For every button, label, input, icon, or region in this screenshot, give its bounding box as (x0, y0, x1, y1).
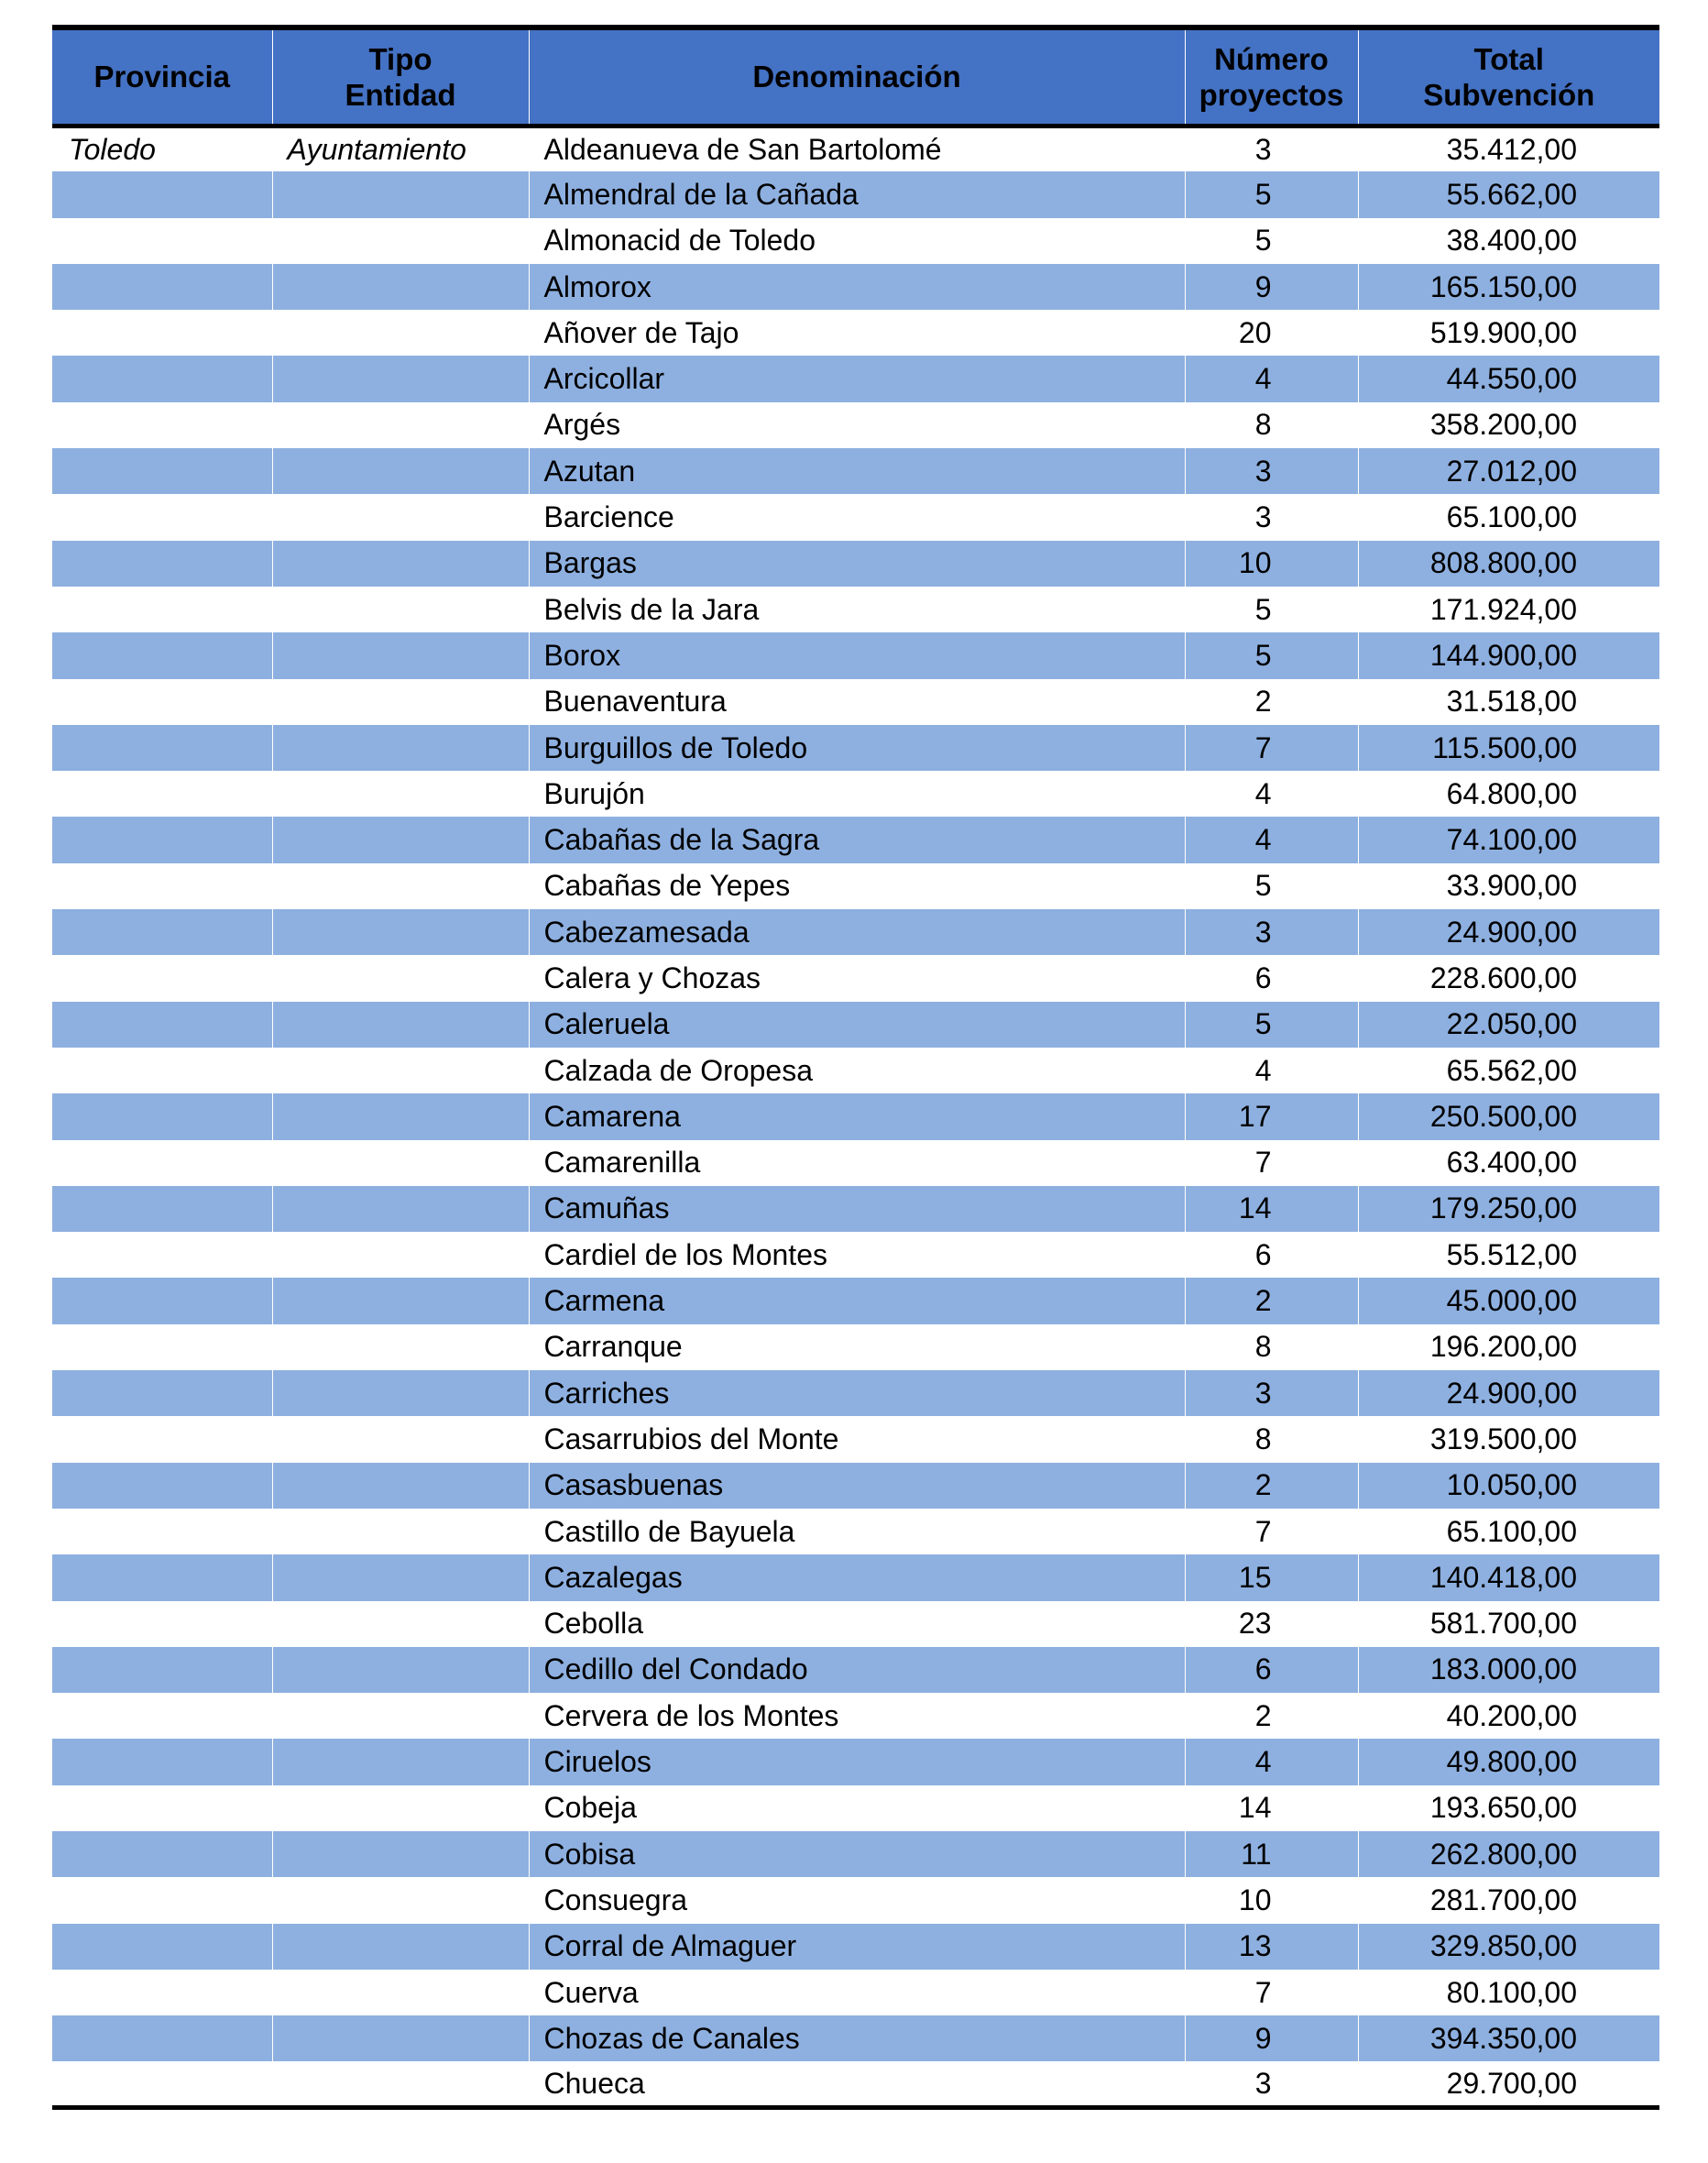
cell-total-subvencion: 24.900,00 (1358, 1370, 1659, 1416)
cell-total-subvencion: 581.700,00 (1429, 1607, 1577, 1641)
cell-numero-proyectos: 15 (1185, 1554, 1358, 1600)
table-row (52, 1186, 1659, 1232)
cell-provincia (52, 1739, 272, 1784)
cell-total-subvencion: 808.800,00 (1358, 541, 1659, 587)
cell-tipo-entidad (272, 1601, 529, 1647)
cell-provincia (52, 1002, 272, 1048)
cell-numero-proyectos: 5 (1185, 632, 1358, 678)
cell-total-subvencion: 179.250,00 (1358, 1186, 1659, 1232)
cell-denominacion: Almonacid de Toledo (529, 218, 1185, 264)
cell-tipo-entidad (272, 587, 529, 632)
table-row (52, 1278, 1659, 1323)
cell-numero-proyectos: 8 (1185, 1416, 1358, 1462)
table-row (52, 1140, 1659, 1186)
cell-denominacion: Carranque (529, 1324, 1185, 1370)
cell-provincia (52, 1647, 272, 1693)
table-row (52, 863, 1659, 909)
cell-tipo-entidad (272, 1324, 529, 1370)
subvenciones-table (52, 25, 1659, 2110)
table-row (52, 1232, 1659, 1278)
cell-numero-proyectos: 13 (1185, 1924, 1358, 1970)
cell-denominacion: Cebolla (529, 1601, 1185, 1647)
table-body (52, 126, 1659, 2108)
cell-denominacion: Borox (529, 632, 1185, 678)
cell-provincia (52, 587, 272, 632)
header-numero-label-1: Número (1214, 41, 1329, 76)
cell-denominacion: Cuerva (529, 1970, 1185, 2015)
cell-numero-proyectos: 4 (1185, 771, 1358, 817)
table-row (52, 1924, 1659, 1970)
table-row (52, 1324, 1659, 1370)
cell-denominacion: Cardiel de los Montes (529, 1232, 1185, 1278)
header-tipo-entidad (272, 27, 529, 126)
header-total-subvencion (1358, 27, 1659, 126)
table-row (52, 632, 1659, 678)
table-row (52, 1785, 1659, 1831)
cell-numero-proyectos: 2 (1185, 679, 1358, 725)
cell-denominacion: Cabezamesada (529, 909, 1185, 955)
cell-provincia (52, 1970, 272, 2015)
cell-tipo-entidad (272, 1509, 529, 1554)
cell-denominacion: Castillo de Bayuela (529, 1509, 1185, 1554)
cell-total-subvencion: 519.900,00 (1429, 315, 1577, 349)
table-row (52, 725, 1659, 771)
cell-numero-proyectos: 5 (1185, 1002, 1358, 1048)
cell-tipo-entidad (272, 1739, 529, 1784)
cell-numero-proyectos: 7 (1185, 1140, 1358, 1186)
cell-denominacion: Casasbuenas (529, 1463, 1185, 1509)
cell-provincia (52, 725, 272, 771)
cell-tipo-entidad (272, 218, 529, 264)
cell-tipo-entidad (272, 632, 529, 678)
cell-provincia (52, 1601, 272, 1647)
cell-total-subvencion: 394.350,00 (1358, 2015, 1659, 2061)
cell-provincia (52, 1509, 272, 1554)
table-row (52, 2061, 1659, 2107)
table-row (52, 218, 1659, 264)
cell-numero-proyectos: 8 (1185, 1324, 1358, 1370)
cell-total-subvencion: 228.600,00 (1429, 961, 1577, 994)
cell-denominacion: Almorox (529, 264, 1185, 310)
cell-denominacion: Cobisa (529, 1831, 1185, 1877)
cell-tipo-entidad (272, 1093, 529, 1139)
cell-total-subvencion: 55.512,00 (1446, 1237, 1577, 1271)
table-row (52, 1970, 1659, 2015)
cell-tipo-entidad (272, 1186, 529, 1232)
cell-provincia (52, 817, 272, 862)
cell-numero-proyectos: 5 (1185, 863, 1358, 909)
cell-provincia (52, 955, 272, 1001)
header-total-label-1: Total (1473, 41, 1544, 76)
cell-provincia (52, 1693, 272, 1739)
cell-denominacion: Cobeja (529, 1785, 1185, 1831)
cell-tipo-entidad (272, 1970, 529, 2015)
cell-numero-proyectos: 4 (1185, 356, 1358, 401)
cell-denominacion: Aldeanueva de San Bartolomé (529, 126, 1185, 171)
table-row (52, 1002, 1659, 1048)
cell-total-subvencion: 250.500,00 (1358, 1093, 1659, 1139)
cell-denominacion: Cervera de los Montes (529, 1693, 1185, 1739)
cell-total-subvencion: 31.518,00 (1446, 685, 1577, 719)
table-row (52, 310, 1659, 356)
cell-total-subvencion: 29.700,00 (1358, 2061, 1659, 2107)
cell-denominacion: Calzada de Oropesa (529, 1048, 1185, 1093)
table-row (52, 955, 1659, 1001)
cell-provincia (52, 264, 272, 310)
cell-tipo-entidad (272, 1416, 529, 1462)
table-row (52, 1739, 1659, 1784)
cell-total-subvencion: 63.400,00 (1446, 1146, 1577, 1180)
header-numero-label-2: proyectos (1199, 77, 1344, 112)
cell-total-subvencion: 183.000,00 (1358, 1647, 1659, 1693)
header-tipo-label-2: Entidad (345, 77, 456, 112)
cell-tipo-entidad (272, 2015, 529, 2061)
cell-tipo-entidad (272, 1232, 529, 1278)
cell-numero-proyectos: 3 (1185, 909, 1358, 955)
cell-numero-proyectos: 4 (1185, 1739, 1358, 1784)
cell-tipo-entidad (272, 1554, 529, 1600)
header-total-label-2: Subvención (1423, 77, 1595, 112)
cell-denominacion: Belvis de la Jara (529, 587, 1185, 632)
cell-tipo-entidad (272, 2061, 529, 2107)
cell-numero-proyectos: 6 (1185, 1232, 1358, 1278)
table-row (52, 264, 1659, 310)
cell-denominacion: Cazalegas (529, 1554, 1185, 1600)
cell-tipo-entidad (272, 402, 529, 448)
cell-total-subvencion: 40.200,00 (1446, 1698, 1577, 1732)
cell-provincia (52, 1232, 272, 1278)
table-row (52, 1048, 1659, 1093)
cell-tipo-entidad (272, 955, 529, 1001)
cell-total-subvencion: 196.200,00 (1429, 1330, 1577, 1364)
table-row (52, 587, 1659, 632)
cell-numero-proyectos: 8 (1185, 402, 1358, 448)
cell-denominacion: Burguillos de Toledo (529, 725, 1185, 771)
cell-numero-proyectos: 23 (1185, 1601, 1358, 1647)
header-provincia (52, 27, 272, 126)
cell-provincia (52, 171, 272, 217)
cell-tipo-entidad (272, 494, 529, 540)
cell-denominacion: Arcicollar (529, 356, 1185, 401)
cell-provincia (52, 356, 272, 401)
cell-denominacion: Almendral de la Cañada (529, 171, 1185, 217)
header-denominacion-label: Denominación (752, 60, 961, 94)
cell-tipo-entidad (272, 817, 529, 862)
cell-total-subvencion: 22.050,00 (1358, 1002, 1659, 1048)
cell-total-subvencion: 44.550,00 (1358, 356, 1659, 401)
cell-total-subvencion: 358.200,00 (1429, 408, 1577, 442)
cell-numero-proyectos: 17 (1185, 1093, 1358, 1139)
cell-tipo-entidad (272, 1370, 529, 1416)
cell-total-subvencion: 144.900,00 (1358, 632, 1659, 678)
header-provincia-label: Provincia (93, 60, 231, 94)
table-row (52, 494, 1659, 540)
table-row (52, 771, 1659, 817)
cell-provincia (52, 771, 272, 817)
cell-total-subvencion: 10.050,00 (1358, 1463, 1659, 1509)
cell-provincia (52, 1554, 272, 1600)
table-row (52, 1554, 1659, 1600)
cell-denominacion: Caleruela (529, 1002, 1185, 1048)
cell-numero-proyectos: 6 (1185, 1647, 1358, 1693)
cell-tipo-entidad (272, 1877, 529, 1923)
table-row (52, 1693, 1659, 1739)
cell-total-subvencion: 165.150,00 (1358, 264, 1659, 310)
cell-numero-proyectos: 4 (1185, 817, 1358, 862)
cell-total-subvencion: 281.700,00 (1429, 1883, 1577, 1916)
cell-provincia (52, 1785, 272, 1831)
table-row (52, 171, 1659, 217)
cell-numero-proyectos: 20 (1185, 310, 1358, 356)
cell-total-subvencion: 65.562,00 (1446, 1053, 1577, 1087)
table-row (52, 1647, 1659, 1693)
cell-total-subvencion: 262.800,00 (1358, 1831, 1659, 1877)
cell-denominacion: Chueca (529, 2061, 1185, 2107)
cell-numero-proyectos: 5 (1185, 587, 1358, 632)
cell-provincia (52, 679, 272, 725)
subvenciones-table-container (52, 25, 1659, 2110)
cell-denominacion: Carriches (529, 1370, 1185, 1416)
cell-numero-proyectos: 6 (1185, 955, 1358, 1001)
cell-numero-proyectos: 10 (1185, 1877, 1358, 1923)
cell-total-subvencion: 33.900,00 (1446, 869, 1577, 903)
cell-provincia (52, 1877, 272, 1923)
cell-provincia (52, 494, 272, 540)
cell-provincia (52, 1924, 272, 1970)
cell-denominacion: Calera y Chozas (529, 955, 1185, 1001)
table-row (52, 1416, 1659, 1462)
header-denominacion (529, 27, 1185, 126)
cell-provincia (52, 863, 272, 909)
cell-provincia (52, 1463, 272, 1509)
cell-provincia (52, 632, 272, 678)
table-row (52, 909, 1659, 955)
cell-total-subvencion: 74.100,00 (1358, 817, 1659, 862)
table-row (52, 1370, 1659, 1416)
cell-total-subvencion: 80.100,00 (1446, 1975, 1577, 2009)
cell-provincia (52, 1140, 272, 1186)
cell-total-subvencion: 65.100,00 (1446, 1514, 1577, 1548)
cell-total-subvencion: 140.418,00 (1358, 1554, 1659, 1600)
cell-tipo-entidad (272, 771, 529, 817)
cell-numero-proyectos: 2 (1185, 1693, 1358, 1739)
cell-denominacion: Carmena (529, 1278, 1185, 1323)
cell-denominacion: Argés (529, 402, 1185, 448)
cell-total-subvencion: 329.850,00 (1358, 1924, 1659, 1970)
cell-denominacion: Cabañas de Yepes (529, 863, 1185, 909)
cell-denominacion: Barcience (529, 494, 1185, 540)
cell-numero-proyectos: 3 (1185, 448, 1358, 494)
cell-provincia (52, 1048, 272, 1093)
table-row (52, 1831, 1659, 1877)
cell-tipo-entidad (272, 356, 529, 401)
cell-tipo-entidad (272, 1278, 529, 1323)
cell-denominacion: Corral de Almaguer (529, 1924, 1185, 1970)
cell-numero-proyectos: 3 (1185, 2061, 1358, 2107)
cell-provincia (52, 448, 272, 494)
cell-tipo-entidad (272, 1048, 529, 1093)
cell-denominacion: Camuñas (529, 1186, 1185, 1232)
cell-total-subvencion: 171.924,00 (1429, 592, 1577, 626)
cell-provincia (52, 1416, 272, 1462)
cell-numero-proyectos: 7 (1185, 725, 1358, 771)
cell-tipo-entidad (272, 541, 529, 587)
cell-tipo-entidad (272, 448, 529, 494)
table-row (52, 817, 1659, 862)
cell-numero-proyectos: 5 (1185, 171, 1358, 217)
cell-denominacion: Casarrubios del Monte (529, 1416, 1185, 1462)
cell-provincia (52, 541, 272, 587)
header-numero-proyectos (1185, 27, 1358, 126)
cell-total-subvencion: 35.412,00 (1446, 132, 1577, 166)
table-row (52, 1877, 1659, 1923)
cell-provincia (52, 909, 272, 955)
table-row (52, 1601, 1659, 1647)
header-row (52, 27, 1659, 126)
cell-numero-proyectos: 3 (1185, 1370, 1358, 1416)
cell-numero-proyectos: 9 (1185, 2015, 1358, 2061)
cell-provincia (52, 1324, 272, 1370)
cell-provincia (52, 310, 272, 356)
cell-tipo-entidad: Ayuntamiento (272, 126, 529, 171)
cell-numero-proyectos: 4 (1185, 1048, 1358, 1093)
cell-total-subvencion: 38.400,00 (1446, 224, 1577, 258)
cell-provincia (52, 1186, 272, 1232)
table-row (52, 679, 1659, 725)
table-row (52, 2015, 1659, 2061)
cell-numero-proyectos: 2 (1185, 1463, 1358, 1509)
table-row (52, 448, 1659, 494)
cell-tipo-entidad (272, 264, 529, 310)
cell-denominacion: Bargas (529, 541, 1185, 587)
cell-provincia (52, 1370, 272, 1416)
cell-total-subvencion: 27.012,00 (1358, 448, 1659, 494)
cell-total-subvencion: 64.800,00 (1446, 776, 1577, 810)
cell-tipo-entidad (272, 1831, 529, 1877)
cell-tipo-entidad (272, 1647, 529, 1693)
cell-numero-proyectos: 5 (1185, 218, 1358, 264)
cell-denominacion: Azutan (529, 448, 1185, 494)
cell-numero-proyectos: 11 (1185, 1831, 1358, 1877)
cell-provincia (52, 2015, 272, 2061)
cell-provincia (52, 1093, 272, 1139)
table-row (52, 1509, 1659, 1554)
cell-provincia (52, 218, 272, 264)
cell-numero-proyectos: 9 (1185, 264, 1358, 310)
cell-tipo-entidad (272, 863, 529, 909)
cell-provincia: Toledo (52, 126, 272, 171)
cell-total-subvencion: 115.500,00 (1358, 725, 1659, 771)
cell-numero-proyectos: 3 (1185, 126, 1358, 171)
cell-denominacion: Cedillo del Condado (529, 1647, 1185, 1693)
cell-numero-proyectos: 14 (1185, 1785, 1358, 1831)
cell-tipo-entidad (272, 1785, 529, 1831)
cell-tipo-entidad (272, 1924, 529, 1970)
cell-total-subvencion: 45.000,00 (1358, 1278, 1659, 1323)
cell-total-subvencion: 24.900,00 (1358, 909, 1659, 955)
cell-numero-proyectos: 7 (1185, 1509, 1358, 1554)
table-row (52, 1463, 1659, 1509)
cell-denominacion: Ciruelos (529, 1739, 1185, 1784)
header-tipo-label-1: Tipo (368, 41, 432, 76)
cell-numero-proyectos: 7 (1185, 1970, 1358, 2015)
cell-numero-proyectos: 2 (1185, 1278, 1358, 1323)
table-row (52, 356, 1659, 401)
table-row (52, 402, 1659, 448)
cell-tipo-entidad (272, 679, 529, 725)
cell-total-subvencion: 55.662,00 (1358, 171, 1659, 217)
table-row (52, 1093, 1659, 1139)
cell-tipo-entidad (272, 909, 529, 955)
cell-denominacion: Chozas de Canales (529, 2015, 1185, 2061)
cell-denominacion: Consuegra (529, 1877, 1185, 1923)
cell-numero-proyectos: 14 (1185, 1186, 1358, 1232)
cell-provincia (52, 402, 272, 448)
table-row (52, 541, 1659, 587)
cell-denominacion: Añover de Tajo (529, 310, 1185, 356)
cell-tipo-entidad (272, 1140, 529, 1186)
cell-numero-proyectos: 3 (1185, 494, 1358, 540)
cell-tipo-entidad (272, 1002, 529, 1048)
cell-provincia (52, 1831, 272, 1877)
cell-denominacion: Camarena (529, 1093, 1185, 1139)
cell-denominacion: Buenaventura (529, 679, 1185, 725)
cell-total-subvencion: 65.100,00 (1446, 500, 1577, 534)
cell-total-subvencion: 49.800,00 (1358, 1739, 1659, 1784)
cell-tipo-entidad (272, 725, 529, 771)
cell-denominacion: Cabañas de la Sagra (529, 817, 1185, 862)
cell-total-subvencion: 193.650,00 (1429, 1791, 1577, 1825)
cell-tipo-entidad (272, 1693, 529, 1739)
cell-tipo-entidad (272, 1463, 529, 1509)
table-row (52, 126, 1659, 171)
cell-total-subvencion: 319.500,00 (1429, 1422, 1577, 1455)
cell-provincia (52, 2061, 272, 2107)
cell-tipo-entidad (272, 310, 529, 356)
cell-tipo-entidad (272, 171, 529, 217)
cell-denominacion: Burujón (529, 771, 1185, 817)
cell-denominacion: Camarenilla (529, 1140, 1185, 1186)
cell-provincia (52, 1278, 272, 1323)
cell-numero-proyectos: 10 (1185, 541, 1358, 587)
table-header (52, 27, 1659, 126)
